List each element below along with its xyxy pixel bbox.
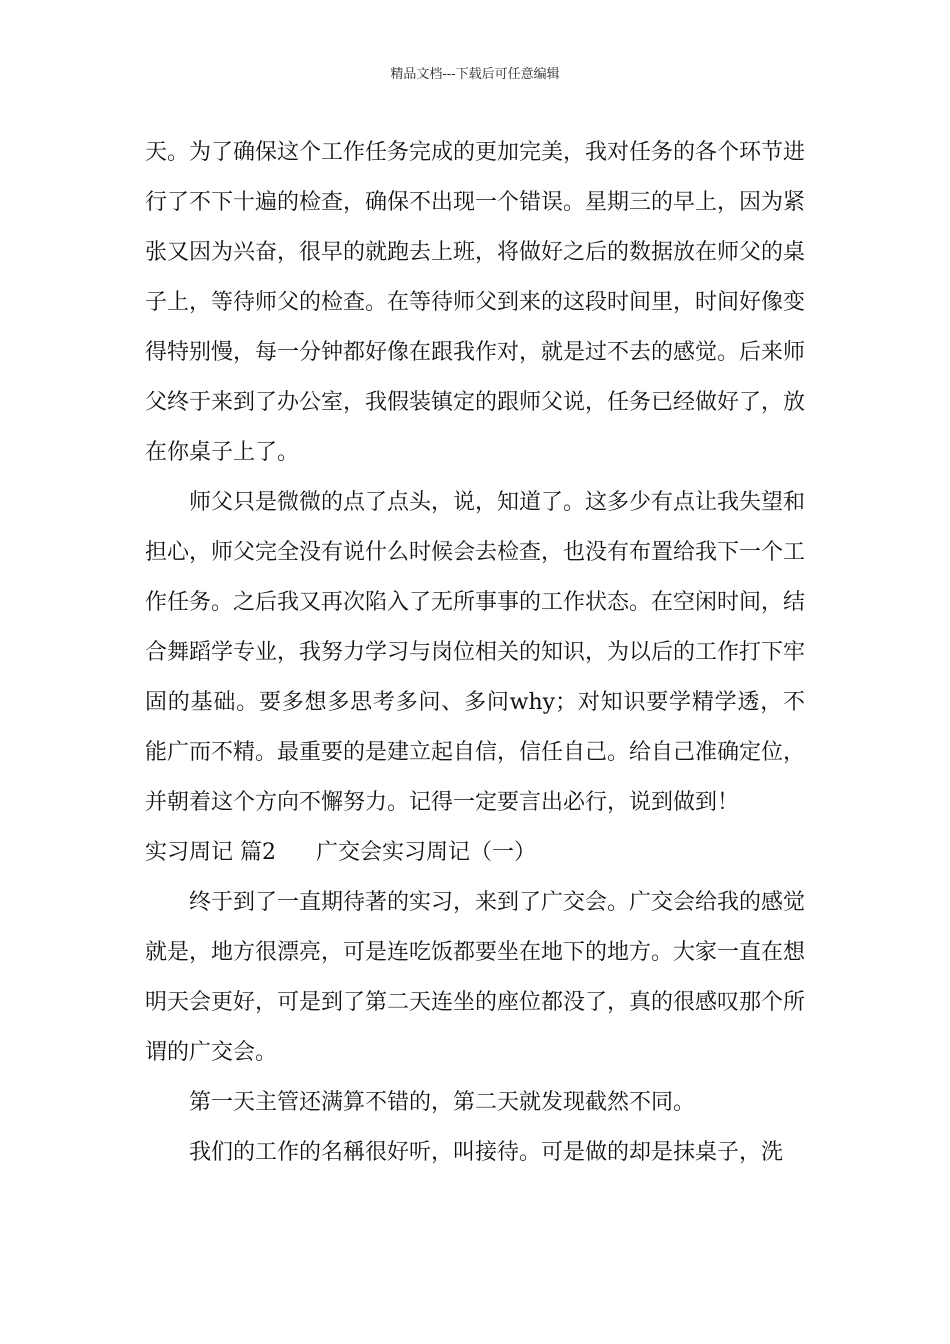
body-paragraph-3: 终于到了一直期待著的实习，来到了广交会。广交会给我的感觉就是，地方很漂亮，可是连吃饭都要坐在地下的地方。大家一直在想明天会更好，可是到了第二天连坐的座位都没了，真的很感叹那个所谓的广交会。 (145, 890, 806, 1065)
body-paragraph-4: 第一天主管还满算不错的，第二天就发现截然不同。 (189, 1090, 696, 1115)
body-paragraph-2: 师父只是微微的点了点头，说，知道了。这多少有点让我失望和担心，师父完全没有说什么时候会去检查，也没有布置给我下一个工作任务。之后我又再次陷入了无所事事的工作状态。在空闲时间，结合舞蹈学专业，我努力学习与岗位相关的知识，为以后的工作打下牢固的基础。要多想多思考多问、多问why；对知识要学精学透，不能广而不精。最重要的是建立起自信，信任自己。给自己准确定位，并朝着这个方向不懈努力。记得一定要言出必行，说到做到！ (145, 490, 806, 815)
body-paragraph-1: 天。为了确保这个工作任务完成的更加完美，我对任务的各个环节进行了不下十遍的检查，确保不出现一个错误。星期三的早上，因为紧张又因为兴奋，很早的就跑去上班，将做好之后的数据放在师父的桌子上，等待师父的检查。在等待师父到来的这段时间里，时间好像变得特别慢，每一分钟都好像在跟我作对，就是过不去的感觉。后来师父终于来到了办公室，我假装镇定的跟师父说，任务已经做好了，放在你桌子上了。 (145, 140, 806, 465)
section-heading-title: 广交会实习周记（一） (316, 840, 537, 865)
section-heading-label: 实习周记 篇2 (145, 840, 276, 865)
page-header: 精品文档---下载后可任意编辑 (390, 67, 560, 82)
document-body (145, 128, 805, 1178)
section-heading (145, 828, 805, 878)
body-paragraph-5: 我们的工作的名稱很好听，叫接待。可是做的却是抹桌子，洗 (189, 1140, 784, 1165)
